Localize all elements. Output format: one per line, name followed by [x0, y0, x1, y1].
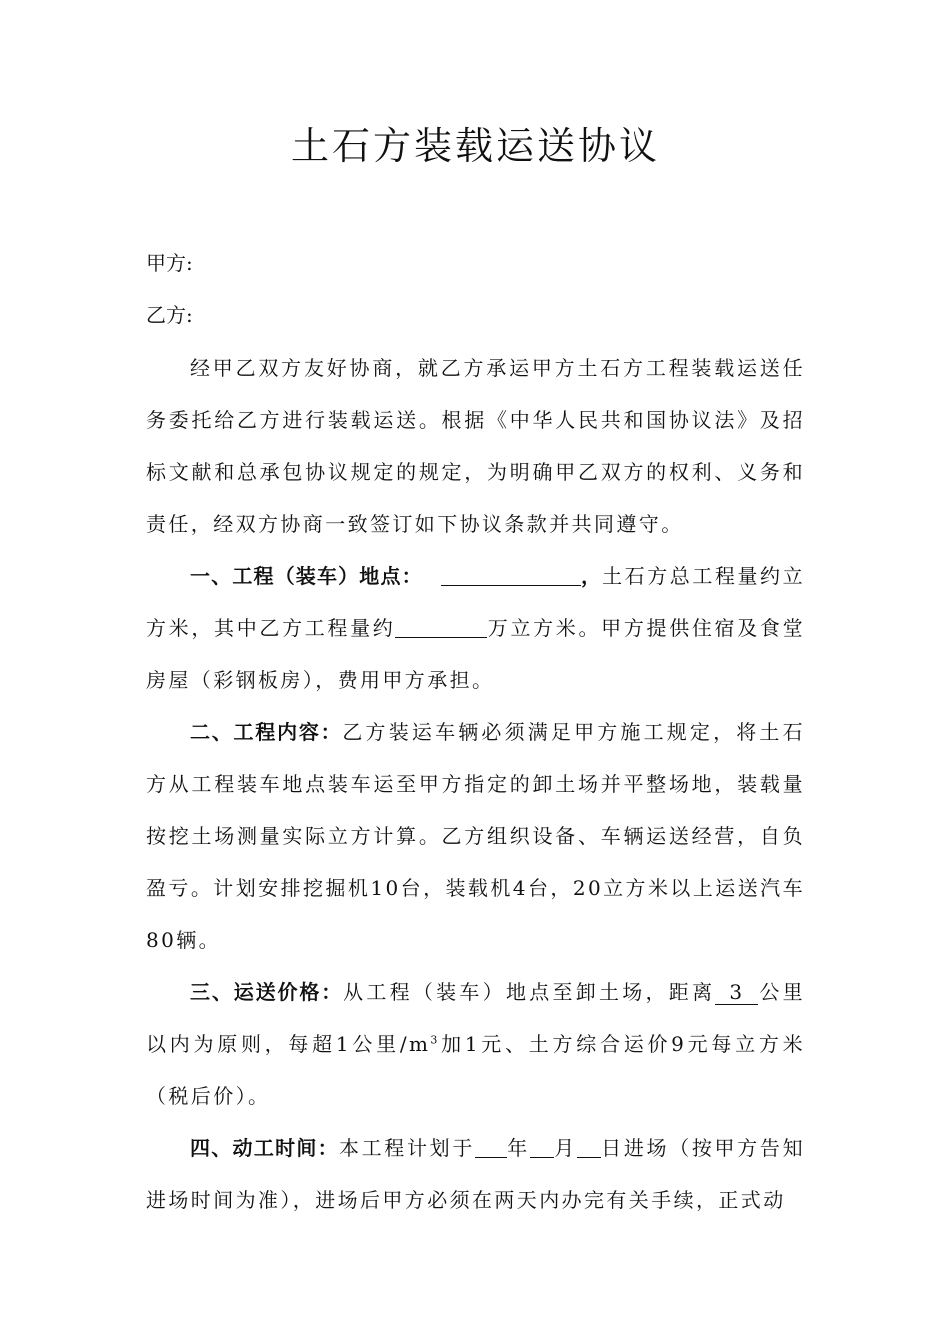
section-3-text-2: 公里以内为原则，每超1公里/m [146, 980, 806, 1056]
section-3-paragraph [146, 966, 805, 1122]
section-4-text-2: 日进场（按甲方告知进场时间为准），进场后甲方必须在两天内办完有关手续，正式动 [146, 1136, 805, 1212]
section-3-heading: 三、运送价格： [190, 980, 344, 1004]
section-4-paragraph [146, 1122, 805, 1226]
party-b-label: 乙方: [146, 303, 193, 327]
section-2-paragraph [146, 706, 805, 966]
year-blank [475, 1135, 507, 1158]
section-2-heading: 二、工程内容： [190, 720, 343, 744]
section-1-text-1: 土石方总工程量约立方米，其中乙方工程量约 [146, 564, 806, 640]
month-label: 月 [553, 1136, 577, 1160]
section-1-separator: ， [580, 564, 603, 588]
section-2-text: 乙方装运车辆必须满足甲方施工规定，将土石方从工程装车地点装车运至甲方指定的卸土场并平整场地，装载量按挖土场测量实际立方计算。乙方组织设备、车辆运送经营，自负盈亏。计划安排挖掘机10台，装载机4台，20立方米以上运送汽车80辆。 [146, 720, 806, 952]
year-label: 年 [507, 1136, 530, 1160]
section-1-heading: 一、工程（装车）地点： [190, 564, 423, 588]
distance-value: 3 [715, 980, 758, 1005]
document-title: 土石方装载运送协议 [290, 124, 660, 168]
month-blank [530, 1135, 554, 1158]
section-1-paragraph [146, 550, 805, 706]
cubic-superscript: 3 [430, 1033, 440, 1047]
section-1-text-2: 万立方米。甲方提供住宿及食堂房屋（彩钢板房），费用甲方承担。 [146, 616, 805, 692]
volume-blank [395, 615, 487, 638]
location-blank [441, 563, 581, 586]
section-4-text-1: 本工程计划于 [338, 1136, 475, 1160]
party-a-label: 甲方: [146, 251, 193, 275]
day-blank [577, 1135, 601, 1158]
intro-paragraph: 经甲乙双方友好协商，就乙方承运甲方土石方工程装载运送任务委托给乙方进行装载运送。根据《中华人民共和国协议法》及招标文献和总承包协议规定的规定，为明确甲乙双方的权利、义务和责任，经双方协商一致签订如下协议条款并共同遵守。 [146, 356, 805, 536]
section-3-text-1: 从工程（装车）地点至卸土场，距离 [343, 980, 716, 1004]
section-3-text-3: 加1元、土方综合运价9元每立方米（税后价）。 [146, 1032, 805, 1108]
section-4-heading: 四、动工时间： [190, 1136, 339, 1160]
